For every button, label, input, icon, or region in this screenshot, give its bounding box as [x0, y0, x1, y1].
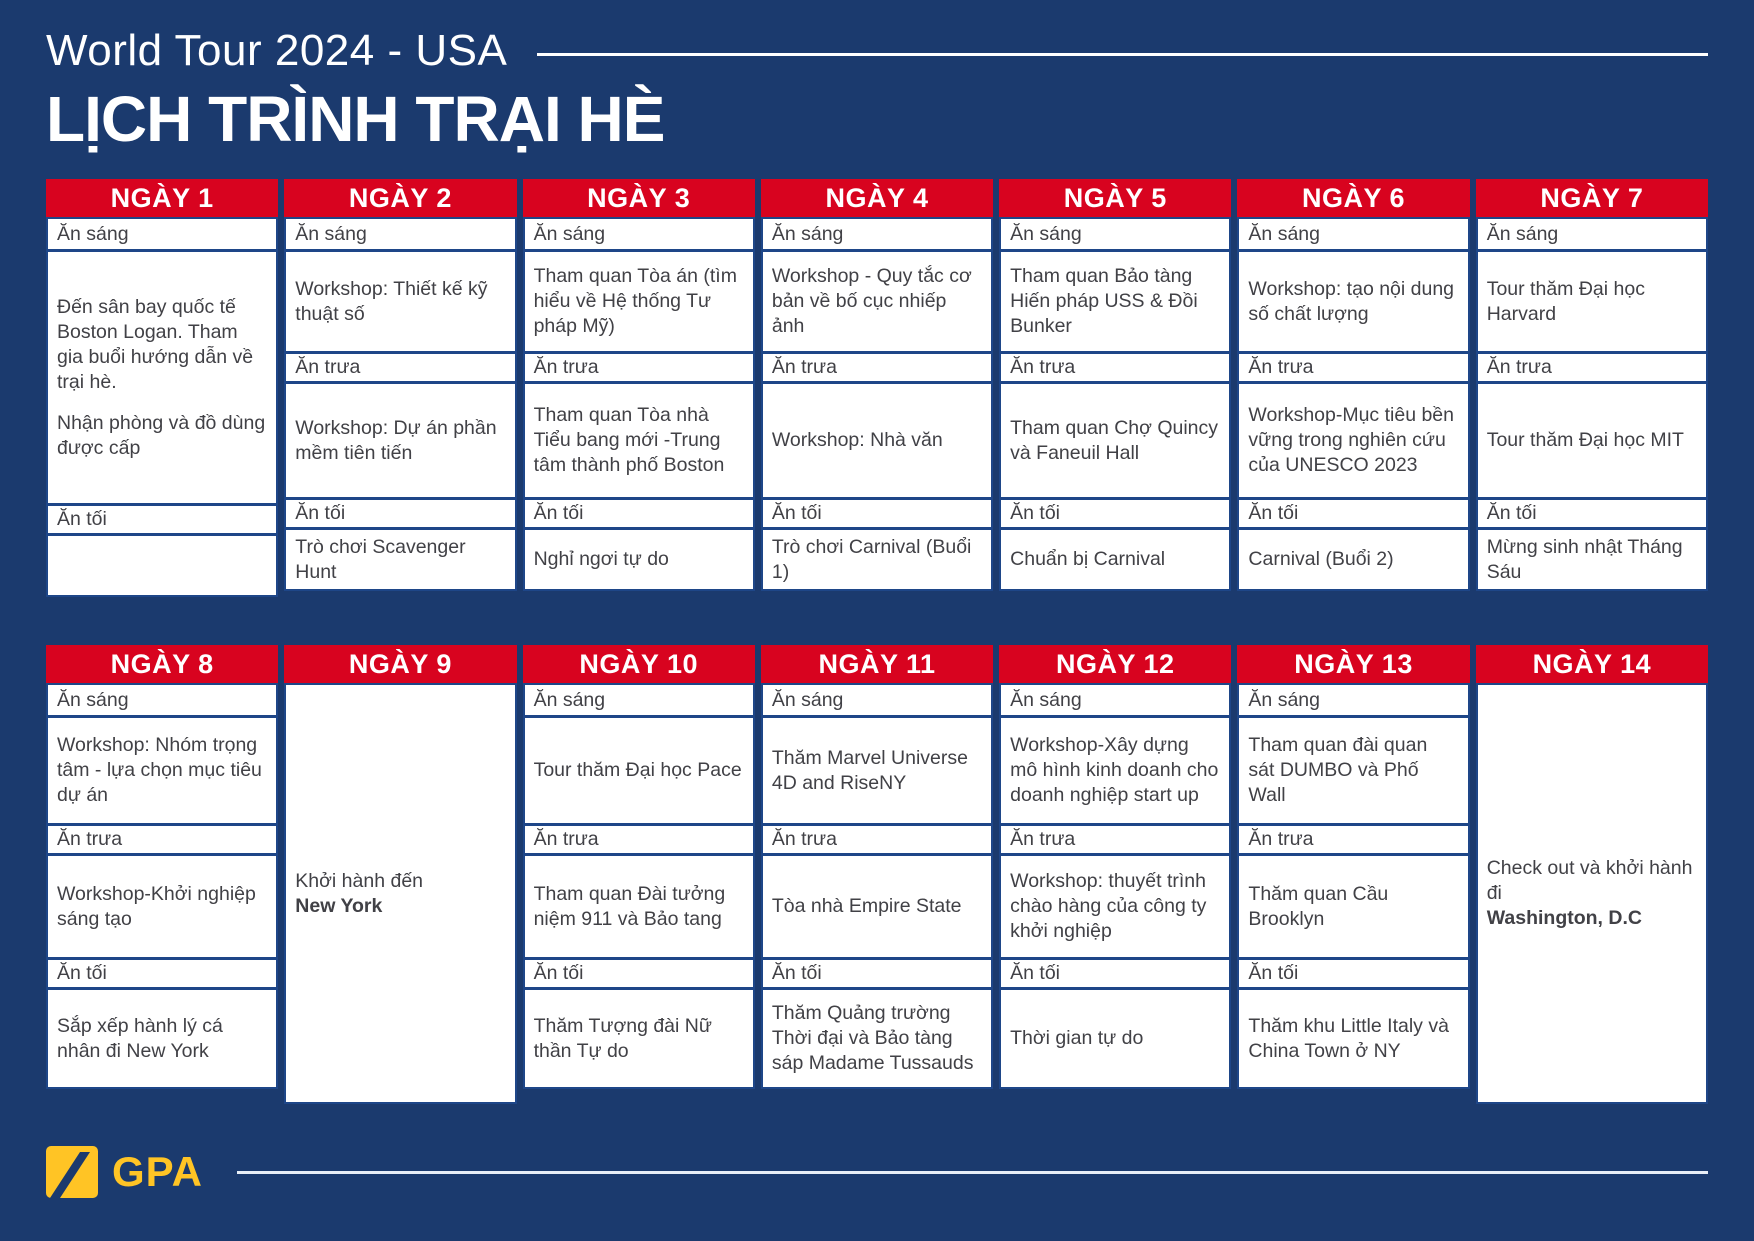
- activity-evening: Trò chơi Scavenger Hunt: [286, 527, 514, 589]
- meal-dinner: Ăn tối: [525, 957, 753, 987]
- day-column-10: [523, 645, 755, 1104]
- meal-breakfast: Ăn sáng: [771, 688, 844, 711]
- activity-afternoon: Tham quan Chợ Quincy và Faneuil Hall: [1001, 381, 1229, 497]
- meal-lunch: Ăn trưa: [763, 823, 991, 853]
- activity-afternoon: Workshop: Nhà văn: [763, 381, 991, 497]
- meal-lunch: Ăn trưa: [1001, 351, 1229, 381]
- day-body: [761, 683, 993, 1089]
- page-title: LỊCH TRÌNH TRẠI HÈ: [46, 83, 665, 155]
- meal-dinner: Ăn tối: [286, 497, 514, 527]
- meal-dinner: Ăn tối: [763, 497, 991, 527]
- activity-afternoon: Tham quan Đài tưởng niệm 911 và Bảo tang: [525, 853, 753, 957]
- day-column-12: [999, 645, 1231, 1104]
- day-column-4: [761, 179, 993, 597]
- meal-lunch: Ăn trưa: [286, 351, 514, 381]
- activity-evening: Thăm Tượng đài Nữ thần Tự do: [525, 987, 753, 1087]
- day-column-2: [284, 179, 516, 597]
- activity-checkout-day: [1478, 685, 1706, 1102]
- meal-dinner: Ăn tối: [1239, 497, 1467, 527]
- day-header: NGÀY 14: [1476, 645, 1708, 683]
- day-header: NGÀY 6: [1237, 179, 1469, 217]
- activity-evening: Nghỉ ngơi tự do: [525, 527, 753, 589]
- meal-lunch: Ăn trưa: [1239, 351, 1467, 381]
- day-body: [46, 683, 278, 1089]
- activity-evening: Chuẩn bị Carnival: [1001, 527, 1229, 589]
- activity-afternoon: Tòa nhà Empire State: [763, 853, 991, 957]
- day-body: [999, 683, 1231, 1089]
- day-column-14: [1476, 645, 1708, 1104]
- day-body: [1476, 217, 1708, 591]
- meal-lunch: Ăn trưa: [1239, 823, 1467, 853]
- meal-breakfast: Ăn sáng: [57, 222, 129, 245]
- meal-lunch: Ăn trưa: [1001, 823, 1229, 853]
- day-column-3: [523, 179, 755, 597]
- activity-evening: [48, 533, 276, 595]
- meal-breakfast: Ăn sáng: [1010, 688, 1082, 711]
- footer-rule: [237, 1171, 1708, 1174]
- meal-breakfast: Ăn sáng: [771, 222, 844, 245]
- gpa-logo-icon: [46, 1146, 98, 1198]
- day-body: [1237, 683, 1469, 1089]
- day-column-9: [284, 645, 516, 1104]
- meal-dinner: Ăn tối: [1239, 957, 1467, 987]
- meal-breakfast: Ăn sáng: [533, 222, 606, 245]
- meal-dinner: Ăn tối: [48, 503, 276, 533]
- day-body: [999, 217, 1231, 591]
- day-column-6: [1237, 179, 1469, 597]
- day-header: NGÀY 10: [523, 645, 755, 683]
- activity-afternoon: Workshop: Dự án phần mềm tiên tiến: [286, 381, 514, 497]
- day-column-13: [1237, 645, 1469, 1104]
- activity-afternoon: Workshop: thuyết trình chào hàng của công ty khởi nghiệp: [1001, 853, 1229, 957]
- meal-dinner: Ăn tối: [763, 957, 991, 987]
- day-body: [1476, 683, 1708, 1104]
- week2-table: [46, 645, 1708, 1104]
- activity-morning: Workshop: Thiết kế kỹ thuật số: [286, 249, 514, 351]
- activity-morning: Tour thăm Đại học Pace: [525, 715, 753, 823]
- day-header: NGÀY 1: [46, 179, 278, 217]
- meal-breakfast: Ăn sáng: [1248, 222, 1320, 245]
- day-body: [523, 683, 755, 1089]
- meal-dinner: Ăn tối: [1478, 497, 1706, 527]
- day-header: NGÀY 2: [284, 179, 516, 217]
- travel-text: Khởi hành đến: [295, 869, 424, 892]
- activity-morning: Tham quan Tòa án (tìm hiểu về Hệ thống Tư pháp Mỹ): [525, 249, 753, 351]
- meal-breakfast: Ăn sáng: [57, 688, 129, 711]
- meal-lunch: Ăn trưa: [1478, 351, 1706, 381]
- activity-afternoon: Tour thăm Đại học MIT: [1478, 381, 1706, 497]
- day-header: NGÀY 9: [284, 645, 516, 683]
- day-header: NGÀY 11: [761, 645, 993, 683]
- day-column-11: [761, 645, 993, 1104]
- day-header: NGÀY 12: [999, 645, 1231, 683]
- activity-travel-day: [286, 685, 514, 1102]
- meal-breakfast: Ăn sáng: [533, 688, 606, 711]
- week1-table: [46, 179, 1708, 597]
- activity-afternoon: Thăm quan Cầu Brooklyn: [1239, 853, 1467, 957]
- meal-lunch: Ăn trưa: [525, 351, 753, 381]
- arrival-text-1: Đến sân bay quốc tế Boston Logan. Tham gia buổi hướng dẫn về trại hè.: [57, 295, 254, 393]
- activity-arrival: [48, 249, 276, 503]
- day-header: NGÀY 3: [523, 179, 755, 217]
- activity-evening: Thăm khu Little Italy và China Town ở NY: [1239, 987, 1467, 1087]
- activity-evening: Carnival (Buổi 2): [1239, 527, 1467, 589]
- day-body: [1237, 217, 1469, 591]
- activity-morning: Workshop: tạo nội dung số chất lượng: [1239, 249, 1467, 351]
- meal-dinner: Ăn tối: [1001, 497, 1229, 527]
- meal-lunch: Ăn trưa: [525, 823, 753, 853]
- day-column-7: [1476, 179, 1708, 597]
- day-header: NGÀY 4: [761, 179, 993, 217]
- activity-evening: Thăm Quảng trường Thời đại và Bảo tàng sáp Madame Tussauds: [763, 987, 991, 1087]
- activity-morning: Workshop-Xây dựng mô hình kinh doanh cho doanh nghiệp start up: [1001, 715, 1229, 823]
- checkout-destination: Washington, D.C: [1486, 907, 1642, 930]
- day-body: [284, 217, 516, 591]
- meal-dinner: Ăn tối: [1001, 957, 1229, 987]
- meal-breakfast: Ăn sáng: [295, 222, 367, 245]
- activity-evening: Mừng sinh nhật Tháng Sáu: [1478, 527, 1706, 589]
- day-body: [523, 217, 755, 591]
- activity-evening: Thời gian tự do: [1001, 987, 1229, 1087]
- header-row: [46, 26, 1708, 76]
- activity-evening: Trò chơi Carnival (Buổi 1): [763, 527, 991, 589]
- activity-afternoon: Workshop-Mục tiêu bền vững trong nghiên cứu của UNESCO 2023: [1239, 381, 1467, 497]
- day-column-1: [46, 179, 278, 597]
- tour-subtitle: World Tour 2024 - USA: [46, 26, 508, 75]
- day-header: NGÀY 8: [46, 645, 278, 683]
- meal-breakfast: Ăn sáng: [1010, 222, 1082, 245]
- activity-morning: Thăm Marvel Universe 4D and RiseNY: [763, 715, 991, 823]
- travel-destination: New York: [295, 894, 383, 917]
- activity-morning: Tham quan Bảo tàng Hiến pháp USS & Đồi Bunker: [1001, 249, 1229, 351]
- header-rule: [537, 53, 1708, 56]
- footer: [46, 1146, 1708, 1198]
- arrival-text-2: Nhận phòng và đồ dùng được cấp: [57, 411, 266, 459]
- day-column-8: [46, 645, 278, 1104]
- day-header: NGÀY 13: [1237, 645, 1469, 683]
- day-body: [46, 217, 278, 597]
- activity-afternoon: Workshop-Khởi nghiệp sáng tạo: [48, 853, 276, 957]
- activity-evening: Sắp xếp hành lý cá nhân đi New York: [48, 987, 276, 1087]
- day-header: NGÀY 7: [1476, 179, 1708, 217]
- meal-lunch: Ăn trưa: [48, 823, 276, 853]
- checkout-text: Check out và khởi hành đi: [1486, 857, 1693, 905]
- meal-dinner: Ăn tối: [48, 957, 276, 987]
- day-column-5: [999, 179, 1231, 597]
- day-body: [761, 217, 993, 591]
- activity-morning: Tour thăm Đại học Harvard: [1478, 249, 1706, 351]
- meal-breakfast: Ăn sáng: [1248, 688, 1320, 711]
- meal-lunch: Ăn trưa: [763, 351, 991, 381]
- activity-morning: Workshop - Quy tắc cơ bản về bố cục nhiếp ảnh: [763, 249, 991, 351]
- activity-afternoon: Tham quan Tòa nhà Tiểu bang mới -Trung tâm thành phố Boston: [525, 381, 753, 497]
- meal-dinner: Ăn tối: [525, 497, 753, 527]
- activity-morning: Workshop: Nhóm trọng tâm - lựa chọn mục tiêu dự án: [48, 715, 276, 823]
- day-header: NGÀY 5: [999, 179, 1231, 217]
- brand-name: GPA: [112, 1148, 203, 1196]
- meal-breakfast: Ăn sáng: [1486, 222, 1559, 245]
- day-body: [284, 683, 516, 1104]
- activity-morning: Tham quan đài quan sát DUMBO và Phố Wall: [1239, 715, 1467, 823]
